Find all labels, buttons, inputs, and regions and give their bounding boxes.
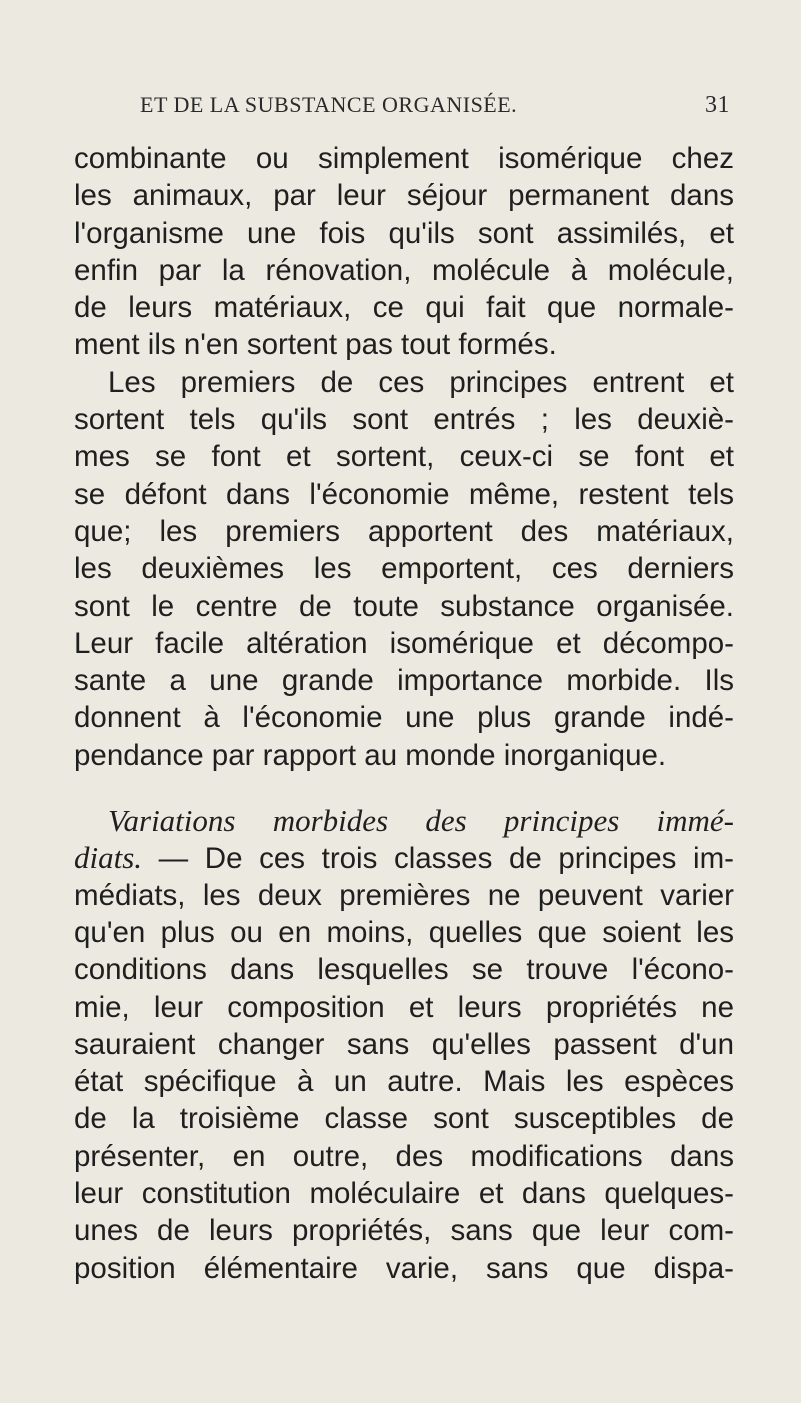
text-line: présenter, en outre, des modifications dans <box>74 1139 734 1173</box>
text-line: Leur facile altération isomérique et décompo- <box>74 626 734 660</box>
text-line: de leurs matériaux, ce qui fait que normale- <box>74 291 734 325</box>
paragraph-1 <box>74 140 734 364</box>
text-line <box>74 839 734 876</box>
section-heading: Variations morbides des principes immé- <box>108 803 734 839</box>
text-line: état spécifique à un autre. Mais les espèces <box>74 1065 734 1099</box>
paragraph-2 <box>74 364 734 774</box>
page-number: 31 <box>705 92 730 118</box>
text-line: se défont dans l'économie même, restent tels <box>74 477 734 511</box>
text-line: pendance par rapport au monde inorganique. <box>74 738 667 772</box>
text-line: l'organisme une fois qu'ils sont assimilés, et <box>74 216 734 250</box>
text-line: position élémentaire varie, sans que dispa- <box>74 1251 734 1285</box>
text-line: combinante ou simplement isomérique chez <box>74 142 734 175</box>
text-line: donnent à l'économie une plus grande indé- <box>74 701 734 735</box>
section-heading-rest: — De ces trois classes de principes im- <box>142 842 734 876</box>
text-line: enfin par la rénovation, molécule à molécule, <box>74 253 734 287</box>
text-line: qu'en plus ou en moins, quelles que soient les <box>74 915 734 949</box>
text-line: ment ils n'en sortent pas tout formés. <box>74 328 557 362</box>
text-line: les deuxièmes les emportent, ces derniers <box>74 552 734 586</box>
text-line: mie, leur composition et leurs propriétés ne <box>74 990 734 1024</box>
text-line: sortent tels qu'ils sont entrés ; les deuxiè- <box>74 403 734 437</box>
text-line: de la troisième classe sont susceptibles de <box>74 1102 734 1136</box>
section-variations <box>74 802 734 1287</box>
text-line: les animaux, par leur séjour permanent dans <box>74 179 734 213</box>
text-line: médiats, les deux premières ne peuvent varier <box>74 878 734 912</box>
text-line: sauraient changer sans qu'elles passent d'un <box>74 1027 734 1061</box>
body-text <box>74 140 734 1287</box>
section-heading-continued: diats. <box>74 840 143 876</box>
text-line: unes de leurs propriétés, sans que leur com- <box>74 1214 734 1248</box>
text-line: que; les premiers apportent des matériaux, <box>74 514 734 548</box>
text-line: mes se font et sortent, ceux-ci se font et <box>74 440 734 474</box>
text-line: conditions dans lesquelles se trouve l'écono- <box>74 953 734 987</box>
running-head-title: ET DE LA SUBSTANCE ORGANISÉE. <box>140 92 518 117</box>
text-line: sont le centre de toute substance organisée. <box>74 589 734 623</box>
text-line: sante a une grande importance morbide. Ils <box>74 664 734 698</box>
text-line: Les premiers de ces principes entrent et <box>108 365 734 399</box>
text-line: leur constitution moléculaire et dans quelques- <box>74 1177 734 1211</box>
paragraph-gap <box>74 774 734 802</box>
